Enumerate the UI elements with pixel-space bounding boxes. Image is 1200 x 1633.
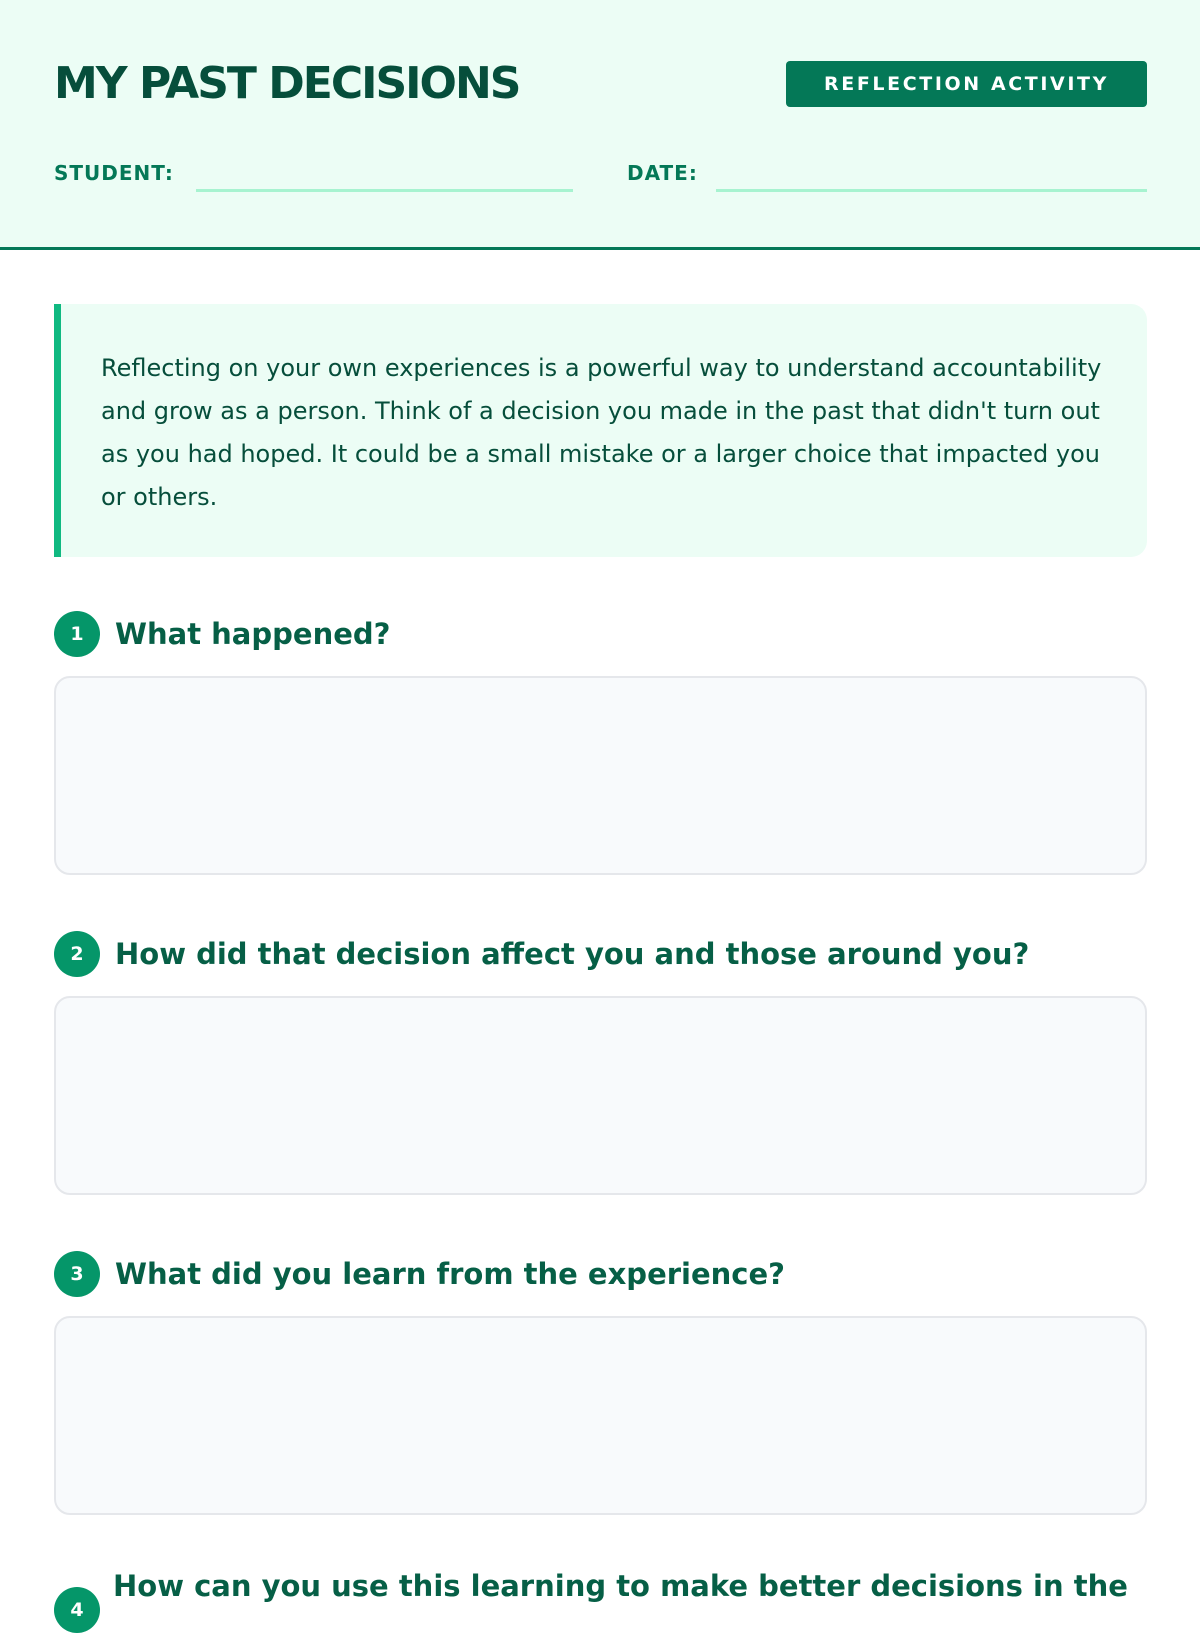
worksheet-header [0, 0, 1200, 250]
question-text: How did that decision affect you and those around you? [115, 937, 1030, 971]
question-number-badge: 4 [54, 1587, 100, 1633]
question-number-badge: 1 [54, 611, 100, 657]
date-line[interactable] [716, 189, 1147, 192]
student-name-line[interactable] [196, 189, 573, 192]
answer-box[interactable] [54, 1316, 1147, 1515]
intro-callout [54, 304, 1147, 557]
question-text: How can you use this learning to make better decisions in the [113, 1569, 1128, 1603]
intro-text: Reflecting on your own experiences is a powerful way to understand accountability and grow as a person. Think of a decision you made in the past that didn't turn out as you had hoped. It could be a small mistake or a larger choice that impacted you or others. [101, 354, 1102, 511]
question-text: What did you learn from the experience? [115, 1257, 785, 1291]
answer-box[interactable] [54, 996, 1147, 1195]
answer-box[interactable] [54, 676, 1147, 875]
question-number-badge: 2 [54, 931, 100, 977]
activity-badge: REFLECTION ACTIVITY [786, 61, 1147, 107]
student-label: STUDENT: [54, 161, 174, 185]
question-number-badge: 3 [54, 1251, 100, 1297]
page-title: MY PAST DECISIONS [54, 58, 520, 109]
question-text: What happened? [115, 617, 391, 651]
date-label: DATE: [627, 161, 698, 185]
